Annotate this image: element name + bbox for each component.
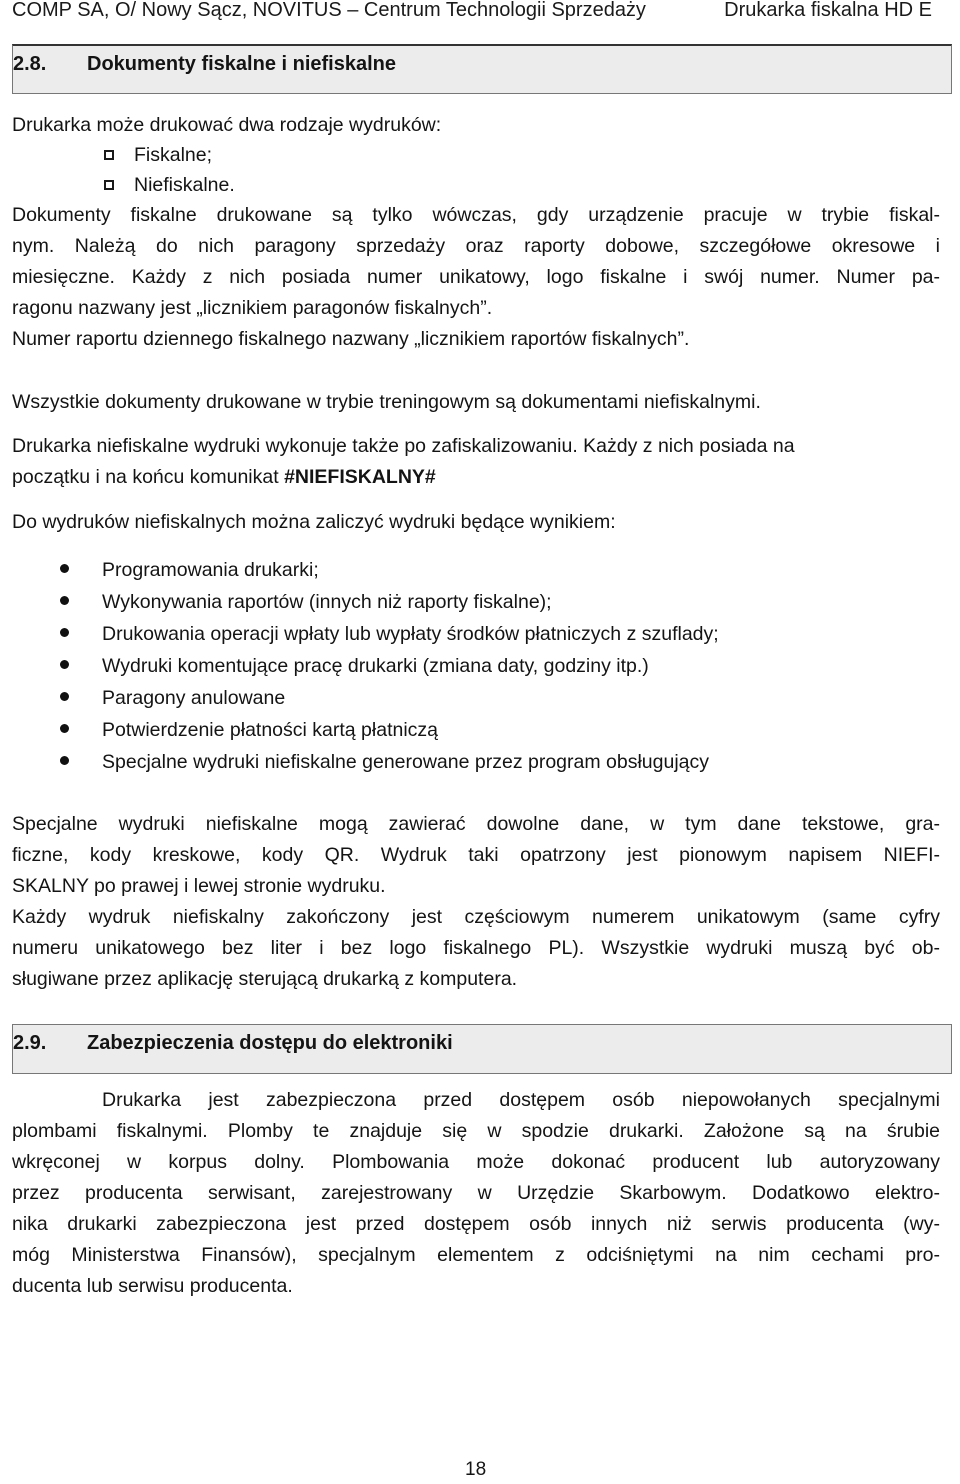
section-title: Dokumenty fiskalne i niefiskalne	[87, 53, 396, 75]
checkbox-square-icon	[104, 180, 114, 190]
bullet-item: Potwierdzenie płatności kartą płatniczą	[60, 718, 438, 742]
page-number: 18	[465, 1459, 487, 1480]
paragraph-line: miesięczne. Każdy z nich posiada numer unikatowy, logo fiskalne i swój numer. Numer pa-	[12, 266, 940, 288]
paragraph-training: Wszystkie dokumenty drukowane w trybie treningowym są dokumentami niefiskalnymi.	[12, 391, 761, 413]
bullet-item: Wykonywania raportów (innych niż raporty fiskalne);	[60, 590, 552, 614]
paragraph-line: Drukarka niefiskalne wydruki wykonuje także po zafiskalizowaniu. Każdy z nich posiada na	[12, 435, 795, 457]
paragraph-line: ficzne, kody kreskowe, kody QR. Wydruk taki opatrzony jest pionowym napisem NIEFI-	[12, 844, 940, 866]
paragraph-line: początku i na końcu komunikat #NIEFISKALNY#	[12, 466, 436, 488]
bullet-item: Paragony anulowane	[60, 686, 285, 710]
paragraph-line: móg Ministerstwa Finansów), specjalnym elementem z odciśniętymi na nim cechami pro-	[12, 1244, 940, 1266]
bullet-icon	[60, 628, 69, 637]
paragraph-line: nika drukarki zabezpieczona jest przed dostępem osób innych niż serwis producenta (wy-	[12, 1213, 940, 1235]
bullet-icon	[60, 756, 69, 765]
header-company: COMP SA, O/ Nowy Sącz, NOVITUS – Centrum Technologii Sprzedaży	[12, 0, 646, 21]
paragraph-line: Numer raportu dziennego fiskalnego nazwany „licznikiem raportów fiskalnych”.	[12, 328, 690, 350]
bullet-icon	[60, 564, 69, 573]
paragraph-line: ragonu nazwany jest „licznikiem paragonów fiskalnych”.	[12, 297, 493, 319]
paragraph-line: przez producenta serwisant, zarejestrowany w Urzędzie Skarbowym. Dodatkowo elektro-	[12, 1182, 940, 1204]
paragraph-line: Każdy wydruk niefiskalny zakończony jest częściowym numerem unikatowym (same cyfry	[12, 906, 940, 928]
bullet-icon	[60, 596, 69, 605]
bullet-item: Programowania drukarki;	[60, 558, 319, 582]
paragraph-line: Dokumenty fiskalne drukowane są tylko wówczas, gdy urządzenie pracuje w trybie fiskal-	[12, 204, 940, 226]
page-header	[12, 0, 932, 22]
paragraph-line: ducenta lub serwisu producenta.	[12, 1275, 293, 1297]
section-title: Zabezpieczenia dostępu do elektroniki	[87, 1032, 453, 1054]
bullet-item: Wydruki komentujące pracę drukarki (zmiana daty, godziny itp.)	[60, 654, 649, 678]
header-product: Drukarka fiskalna HD E	[724, 0, 932, 21]
paragraph-line: nym. Należą do nich paragony sprzedaży oraz raporty dobowe, szczegółowe okresowe i	[12, 235, 940, 257]
intro-text: Drukarka może drukować dwa rodzaje wydruków:	[12, 114, 442, 136]
list-item: Fiskalne;	[104, 143, 212, 167]
niefiskalny-marker: #NIEFISKALNY#	[284, 466, 436, 488]
paragraph-line: wkręconej w korpus dolny. Plombowania może dokonać producent lub autoryzowany	[12, 1151, 940, 1173]
paragraph-line: numeru unikatowego bez liter i bez logo fiskalnego PL). Wszystkie wydruki muszą być ob-	[12, 937, 940, 959]
paragraph-line: plombami fiskalnymi. Plomby te znajduje się w spodzie drukarki. Założone są na śrubie	[12, 1120, 940, 1142]
paragraph-line: sługiwane przez aplikację sterującą drukarką z komputera.	[12, 968, 518, 990]
section-number: 2.9.	[13, 1032, 47, 1054]
bullet-item: Specjalne wydruki niefiskalne generowane przez program obsługujący	[60, 750, 709, 774]
section-heading-2-8	[12, 44, 952, 94]
bullet-icon	[60, 692, 69, 701]
paragraph-line: Drukarka jest zabezpieczona przed dostępem osób niepowołanych specjalnymi	[102, 1089, 940, 1111]
section-heading-2-9	[12, 1024, 952, 1074]
checkbox-square-icon	[104, 150, 114, 160]
section-number: 2.8.	[13, 53, 47, 75]
bullet-item: Drukowania operacji wpłaty lub wypłaty środków płatniczych z szuflady;	[60, 622, 719, 646]
list-item: Niefiskalne.	[104, 173, 235, 197]
bullet-icon	[60, 660, 69, 669]
paragraph-line: SKALNY po prawej i lewej stronie wydruku.	[12, 875, 386, 897]
paragraph-list-intro: Do wydruków niefiskalnych można zaliczyć wydruki będące wynikiem:	[12, 511, 616, 533]
bullet-icon	[60, 724, 69, 733]
paragraph-line: Specjalne wydruki niefiskalne mogą zawierać dowolne dane, w tym dane tekstowe, gra-	[12, 813, 940, 835]
